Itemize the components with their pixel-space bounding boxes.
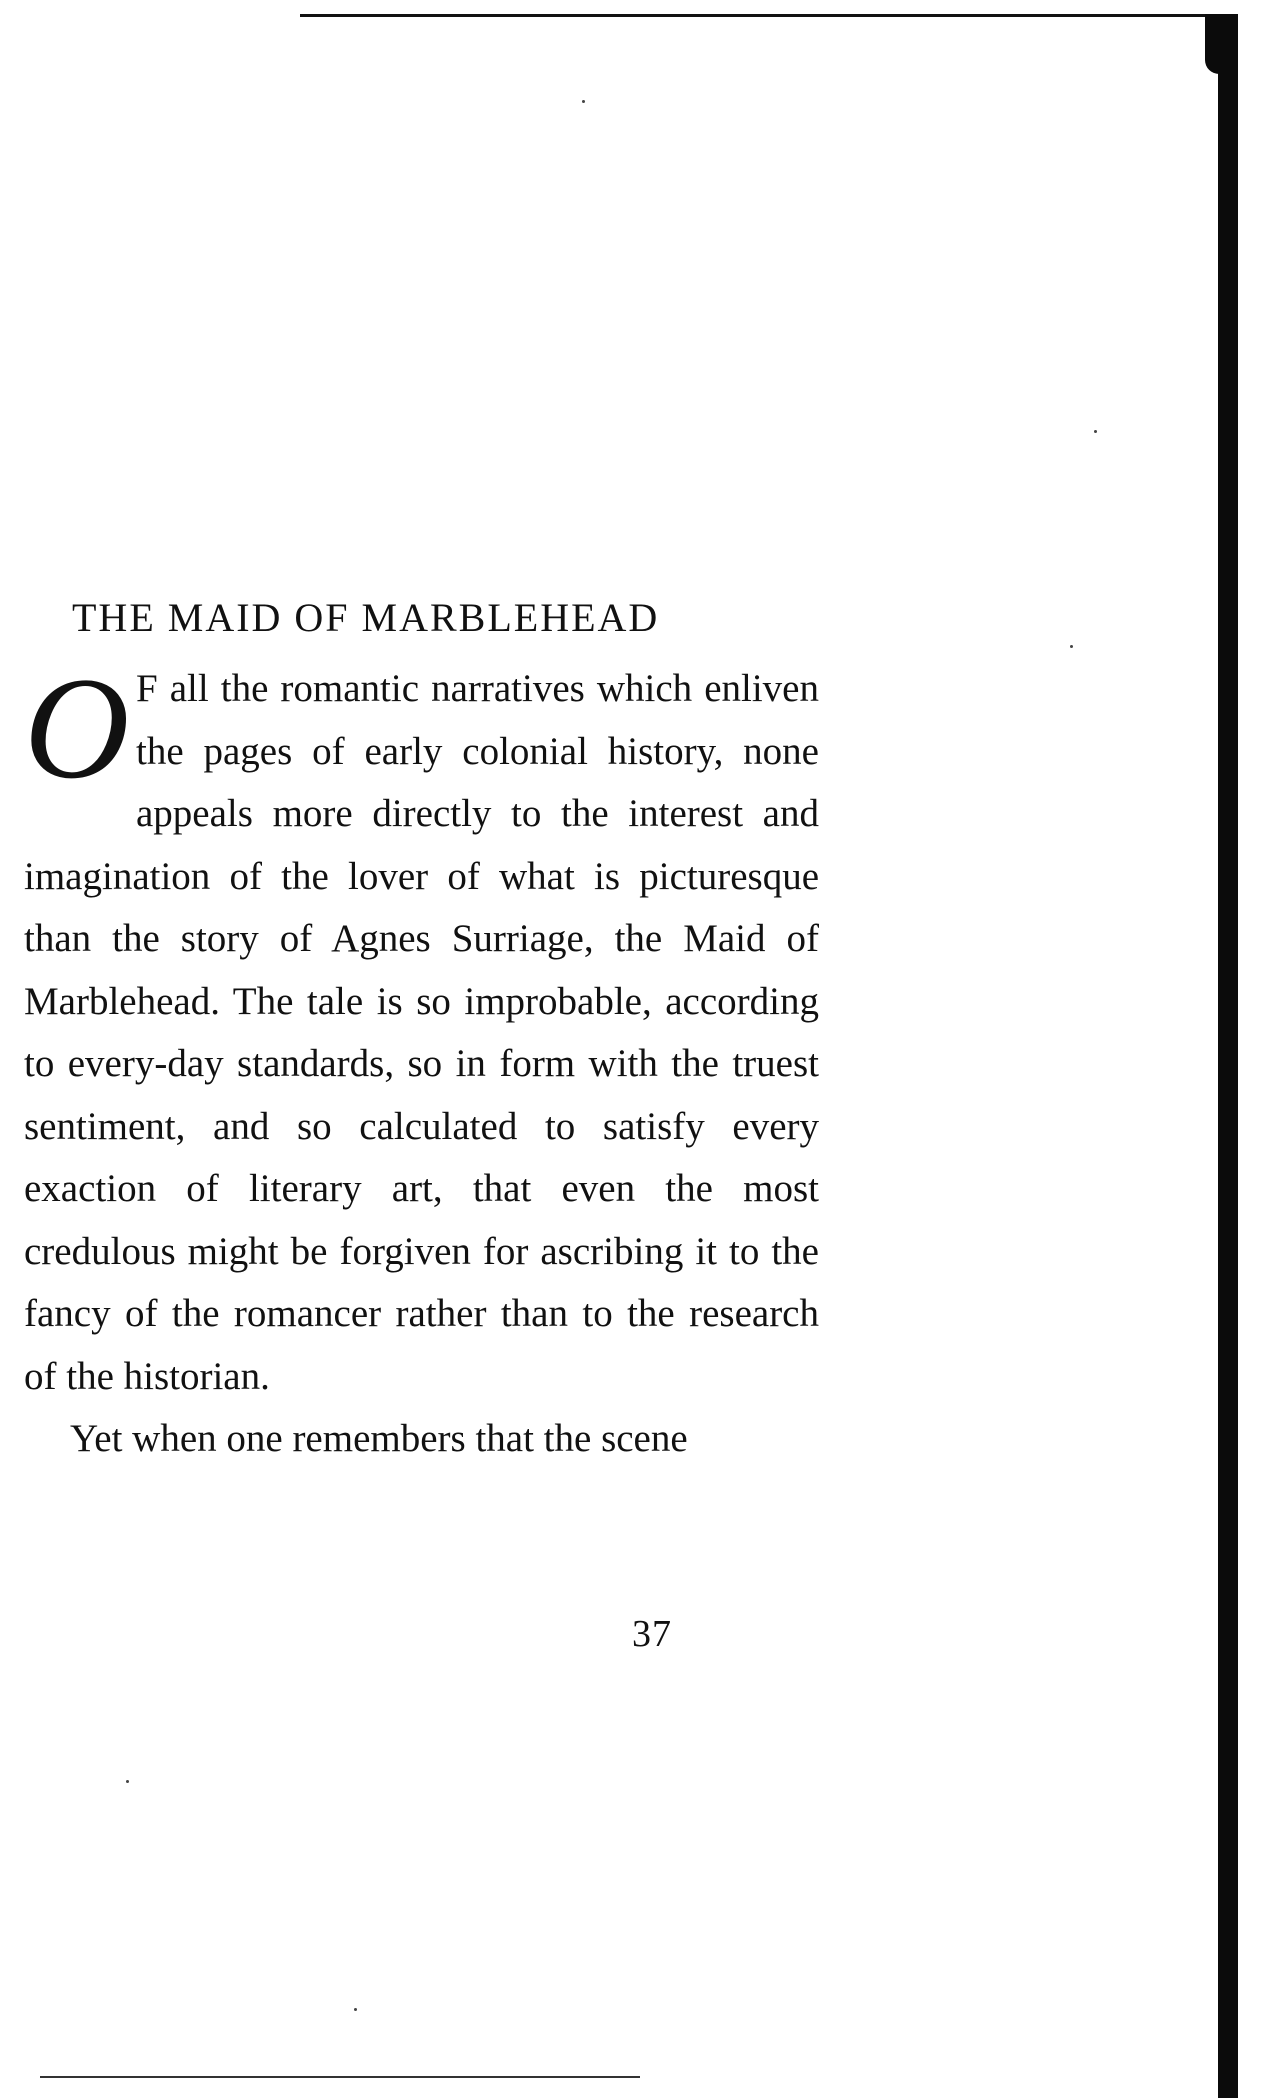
bottom-edge-rule (40, 2076, 640, 2078)
scan-speck (1070, 645, 1073, 648)
page-edge-shadow (1218, 14, 1238, 2098)
opening-paragraph (24, 647, 819, 1408)
page-number: 37 (632, 1613, 672, 1655)
drop-cap: O (24, 647, 130, 809)
second-paragraph: Yet when one remembers that the scene (70, 1417, 688, 1460)
scan-speck (1094, 430, 1097, 433)
book-page (24, 590, 819, 1471)
scan-speck (582, 100, 585, 103)
opening-paragraph-text: F all the romantic narratives which enliven the pages of early colonial history, none appeals more directly to the interest and imagination of the lover of what is picturesque than the story of Agnes Surriage, the Maid of Marblehead. The tale is so improbable, according to every-day standards, so in form with the truest sentiment, and so calculated to satisfy every exaction of literary art, that even the most credulous might be forgiven for ascribing it to the fancy of the romancer rather than to the research of the historian. (24, 667, 819, 1398)
scan-speck (354, 2008, 357, 2011)
chapter-title: THE MAID OF MARBLEHEAD (72, 595, 660, 640)
scan-speck (126, 1780, 129, 1783)
top-edge-rule (300, 14, 1230, 17)
page-edge-shadow (1205, 14, 1219, 74)
